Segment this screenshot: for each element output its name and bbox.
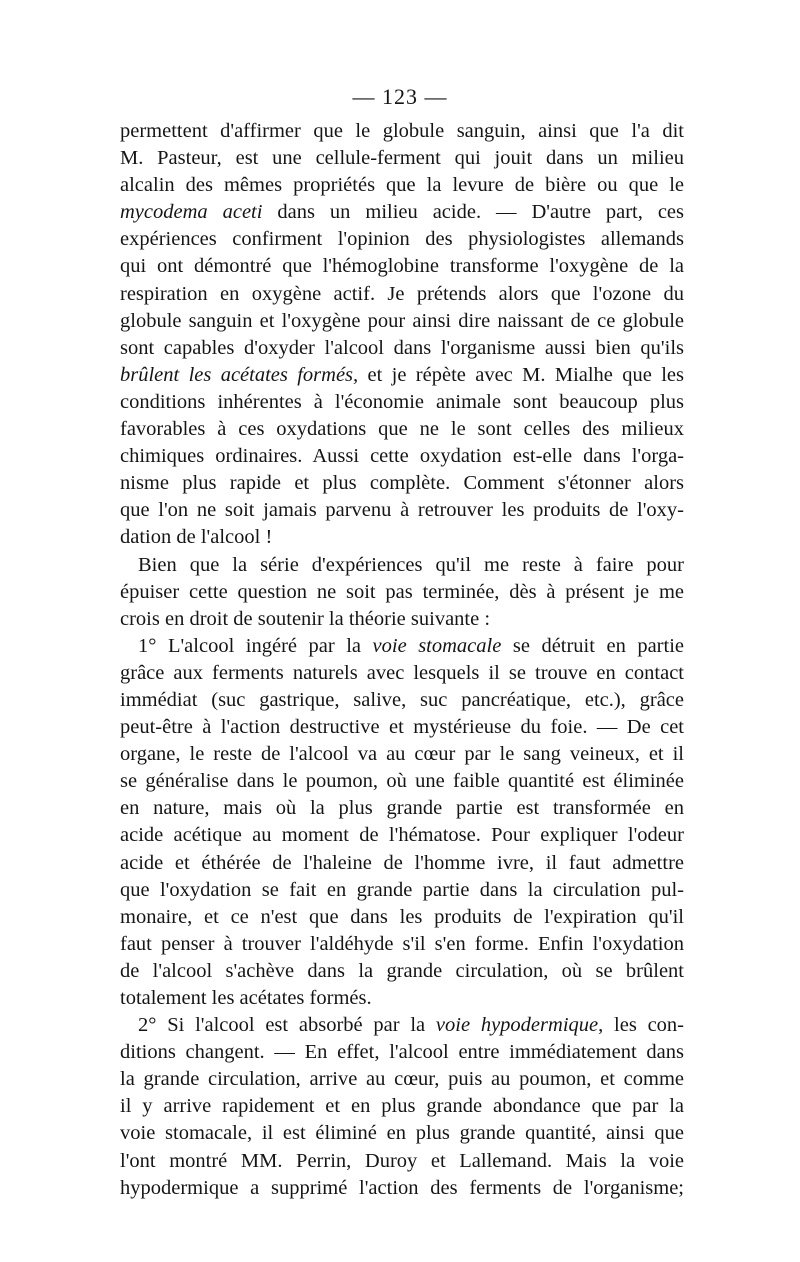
text-line: Bien que la série d'expériences qu'il me reste à faire pour: [138, 553, 684, 576]
text-line: conditions inhérentes à l'économie animale sont beaucoup plus: [120, 390, 684, 413]
text-line: permettent d'affirmer que le globule sanguin, ainsi que l'a dit: [120, 120, 684, 142]
text-line: hypodermique a supprimé l'action des ferments de l'organisme;: [120, 1176, 684, 1199]
text-line: monaire, et ce n'est que dans les produits de l'expiration qu'il: [120, 905, 684, 928]
text-line: globule sanguin et l'oxygène pour ainsi dire naissant de ce globule: [120, 309, 684, 332]
text-line: épuiser cette question ne soit pas terminée, dès à présent je me: [120, 580, 684, 603]
italic-term: mycodema aceti: [120, 201, 263, 224]
text-line: sont capables d'oxyder l'alcool dans l'organisme aussi bien qu'ils: [120, 336, 684, 359]
text-line: [120, 199, 684, 226]
text-line: se généralise dans le poumon, où une faible quantité est éliminée: [120, 770, 684, 793]
text-line: acide et éthérée de l'haleine de l'homme ivre, il faut admettre: [120, 851, 684, 874]
text-line: chimiques ordinaires. Aussi cette oxydation est-elle dans l'orga-: [120, 445, 684, 468]
text-line: M. Pasteur, est une cellule-ferment qui jouit dans un milieu: [120, 147, 684, 170]
text-line: voie stomacale, il est éliminé en plus grande quantité, ainsi que: [120, 1122, 684, 1145]
text-line: crois en droit de soutenir la théorie suivante :: [120, 607, 491, 630]
text-segment: 2° Si l'alcool est absorbé par la: [138, 1014, 436, 1037]
text-line: totalement les acétates formés.: [120, 987, 372, 1009]
text-segment: dans un milieu acide. — D'autre part, ces: [262, 201, 685, 224]
text-line: [120, 1012, 684, 1039]
text-line: nisme plus rapide et plus complète. Comment s'étonner alors: [120, 472, 684, 495]
text-line: [120, 362, 684, 389]
text-segment: 1° L'alcool ingéré par la: [138, 634, 373, 657]
text-line: en nature, mais où la plus grande partie est transformée en: [120, 797, 684, 820]
text-line: [120, 633, 684, 660]
italic-term: brûlent les acétates formés,: [120, 363, 359, 386]
italic-term: voie stomacale: [372, 634, 502, 657]
text-line: alcalin des mêmes propriétés que la levure de bière ou que le: [120, 174, 684, 197]
text-line: peut-être à l'action destructive et mystérieuse du foie. — De cet: [120, 716, 684, 739]
text-segment: se détruit en partie: [501, 634, 685, 657]
text-segment: et je répète avec M. Mialhe que les: [358, 363, 684, 386]
text-line: dation de l'alcool !: [120, 526, 273, 549]
text-line: organe, le reste de l'alcool va au cœur par le sang veineux, et il: [120, 743, 684, 766]
text-line: grâce aux ferments naturels avec lesquels il se trouve en contact: [120, 661, 684, 684]
page-number: — 123 —: [352, 84, 448, 109]
text-line: faut penser à trouver l'aldéhyde s'il s'en forme. Enfin l'oxydation: [120, 932, 684, 955]
text-segment: , les con-: [598, 1014, 684, 1037]
text-line: qui ont démontré que l'hémoglobine transforme l'oxygène de la: [120, 255, 684, 278]
text-line: expériences confirment l'opinion des physiologistes allemands: [120, 228, 684, 251]
text-line: de l'alcool s'achève dans la grande circulation, où se brûlent: [120, 959, 684, 982]
text-line: il y arrive rapidement et en plus grande abondance que par la: [120, 1095, 684, 1118]
text-line: ditions changent. — En effet, l'alcool entre immédiatement dans: [120, 1041, 684, 1064]
text-line: respiration en oxygène actif. Je prétends alors que l'ozone du: [120, 282, 684, 305]
text-line: immédiat (suc gastrique, salive, suc pancréatique, etc.), grâce: [120, 688, 684, 711]
text-line: que l'on ne soit jamais parvenu à retrouver les produits de l'oxy-: [120, 499, 684, 522]
text-line: acide acétique au moment de l'hématose. Pour expliquer l'odeur: [120, 824, 684, 847]
text-line: favorables à ces oxydations que ne le sont celles des milieux: [120, 418, 684, 441]
text-line: la grande circulation, arrive au cœur, puis au poumon, et comme: [120, 1068, 684, 1091]
body-text: [120, 118, 684, 1202]
text-line: que l'oxydation se fait en grande partie dans la circulation pul-: [120, 878, 684, 901]
text-line: l'ont montré MM. Perrin, Duroy et Lallemand. Mais la voie: [120, 1149, 684, 1172]
italic-term: voie hypodermique: [435, 1014, 599, 1037]
